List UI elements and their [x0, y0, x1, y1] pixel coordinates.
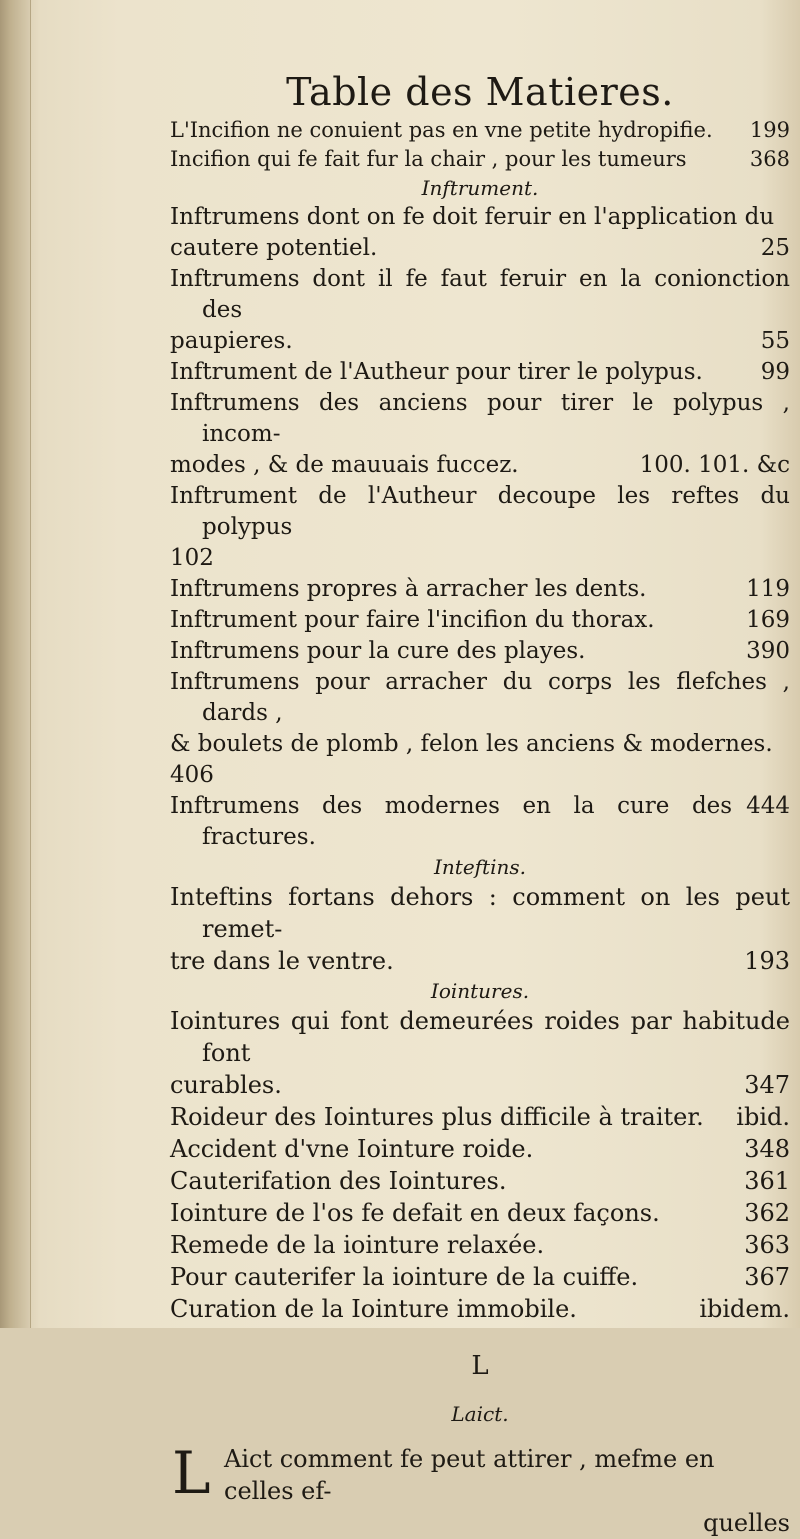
- index-entry: [170, 1133, 790, 1165]
- index-entry: [170, 1101, 790, 1133]
- entry-text: Inftrument de l'Autheur decoupe les reftes du polypus: [170, 483, 790, 540]
- drop-cap: L: [172, 1439, 211, 1507]
- entry-text: Cauterifation des Iointures.: [170, 1167, 507, 1195]
- entry-page: 25: [760, 235, 790, 261]
- entry-text: Inftrumens des anciens pour tirer le polypus , incom-: [170, 390, 790, 447]
- index-entry: [170, 605, 790, 636]
- entry-text: Pour cauterifer la iointure de la cuiffe.: [170, 1263, 639, 1291]
- index-entry: [170, 357, 790, 388]
- index-entry: [170, 1261, 790, 1293]
- index-entry: [170, 1293, 790, 1325]
- entry-page: 347: [744, 1071, 790, 1099]
- index-entry: [170, 636, 790, 667]
- laict-entry: [170, 1439, 790, 1539]
- entry-page: 55: [760, 328, 790, 354]
- entry-page: 100. 101. &c: [639, 452, 790, 478]
- entry-text: Iointure de l'os fe defait en deux façons.: [170, 1199, 660, 1227]
- entries-inteftins: [170, 881, 790, 977]
- page-title: Table des Matieres.: [286, 70, 674, 114]
- entry-continuation: 347 curables.: [170, 1071, 790, 1099]
- heading-iointures: Iointures.: [430, 979, 530, 1003]
- entry-page: 444: [746, 793, 790, 819]
- laict-line2: quelles: [703, 1509, 790, 1537]
- index-entry: [170, 388, 790, 481]
- entry-continuation: 102: [170, 545, 214, 571]
- index-entry: [170, 116, 790, 145]
- entries-instrument: [170, 202, 790, 853]
- entry-text: Remede de la iointure relaxée.: [170, 1231, 545, 1259]
- entry-page: 199: [749, 118, 790, 142]
- entry-page: 348: [744, 1135, 790, 1163]
- entry-continuation: 100. 101. &c modes , & de mauuais fuccez.: [202, 450, 790, 481]
- entry-page: 367: [744, 1263, 790, 1291]
- entry-text: Iointures qui font demeurées roides par habitude font: [170, 1007, 790, 1067]
- entry-page: 193: [744, 947, 790, 975]
- entry-text: Inftrumens dont on fe doit feruir en l'application du: [170, 204, 775, 230]
- entry-text: Inteftins fortans dehors : comment on les peut remet-: [170, 883, 790, 943]
- entry-page: 368: [749, 147, 790, 171]
- entry-continuation: 25 cautere potentiel.: [202, 233, 790, 264]
- entries-iointures: [170, 1005, 790, 1325]
- index-entry: [170, 667, 790, 791]
- entry-page: 363: [744, 1231, 790, 1259]
- entry-text: Accident d'vne Iointure roide.: [170, 1135, 534, 1163]
- entry-continuation: 193 tre dans le ventre.: [170, 947, 790, 975]
- index-entry: [170, 791, 790, 853]
- entry-text: Roideur des Iointures plus difficile à traiter.: [170, 1103, 704, 1131]
- index-entry: [170, 481, 790, 574]
- index-content: [170, 70, 790, 1539]
- entry-page: ibid.: [736, 1103, 790, 1131]
- entry-page: 362: [744, 1199, 790, 1227]
- entry-page: 390: [746, 638, 790, 664]
- index-entry: [170, 264, 790, 357]
- entries-top: [170, 116, 790, 174]
- entry-text: Inftrument pour faire l'incifion du thorax.: [170, 607, 655, 633]
- entry-page: 119: [746, 576, 790, 602]
- index-entry: [170, 1005, 790, 1101]
- entry-text: Inftrumens des modernes en la cure des fractures.: [170, 793, 733, 850]
- entry-page: 169: [746, 607, 790, 633]
- index-entry: [170, 1229, 790, 1261]
- entry-continuation: & boulets de plomb , felon les anciens & modernes.: [170, 731, 773, 757]
- entry-continuation: 55 paupieres.: [202, 326, 790, 357]
- entry-text: Curation de la Iointure immobile.: [170, 1295, 577, 1323]
- entry-text: L'Incifion ne conuient pas en vne petite hydropifie.: [170, 118, 713, 142]
- entry-text: Inftrumens dont il fe faut feruir en la conionction des: [170, 266, 790, 323]
- index-entry: [170, 574, 790, 605]
- index-entry: [170, 881, 790, 977]
- index-entry: [170, 1197, 790, 1229]
- entry-text: Inftrumens pour arracher du corps les flefches , dards ,: [170, 669, 790, 726]
- entry-text: Inftrumens propres à arracher les dents.: [170, 576, 647, 602]
- entry-page: 99: [760, 359, 790, 385]
- entry-page: 361: [744, 1167, 790, 1195]
- entry-continuation-2: 406: [170, 762, 214, 788]
- heading-instrument: Inftrument.: [421, 176, 539, 200]
- index-entry: [170, 202, 790, 264]
- page-gutter: [0, 0, 31, 1328]
- index-entry: [170, 145, 790, 174]
- laict-line1: Aict comment fe peut attirer , mefme en celles ef-: [224, 1445, 715, 1505]
- section-letter: L: [471, 1351, 489, 1381]
- entry-page: ibidem.: [699, 1295, 790, 1323]
- heading-inteftins: Inteftins.: [434, 855, 526, 879]
- entry-text: Inftrument de l'Autheur pour tirer le polypus.: [170, 359, 703, 385]
- index-entry: [170, 1165, 790, 1197]
- heading-laict: Laict.: [451, 1402, 509, 1426]
- entry-text: Inftrumens pour la cure des playes.: [170, 638, 586, 664]
- entry-text: Incifion qui fe fait fur la chair , pour les tumeurs: [170, 147, 687, 171]
